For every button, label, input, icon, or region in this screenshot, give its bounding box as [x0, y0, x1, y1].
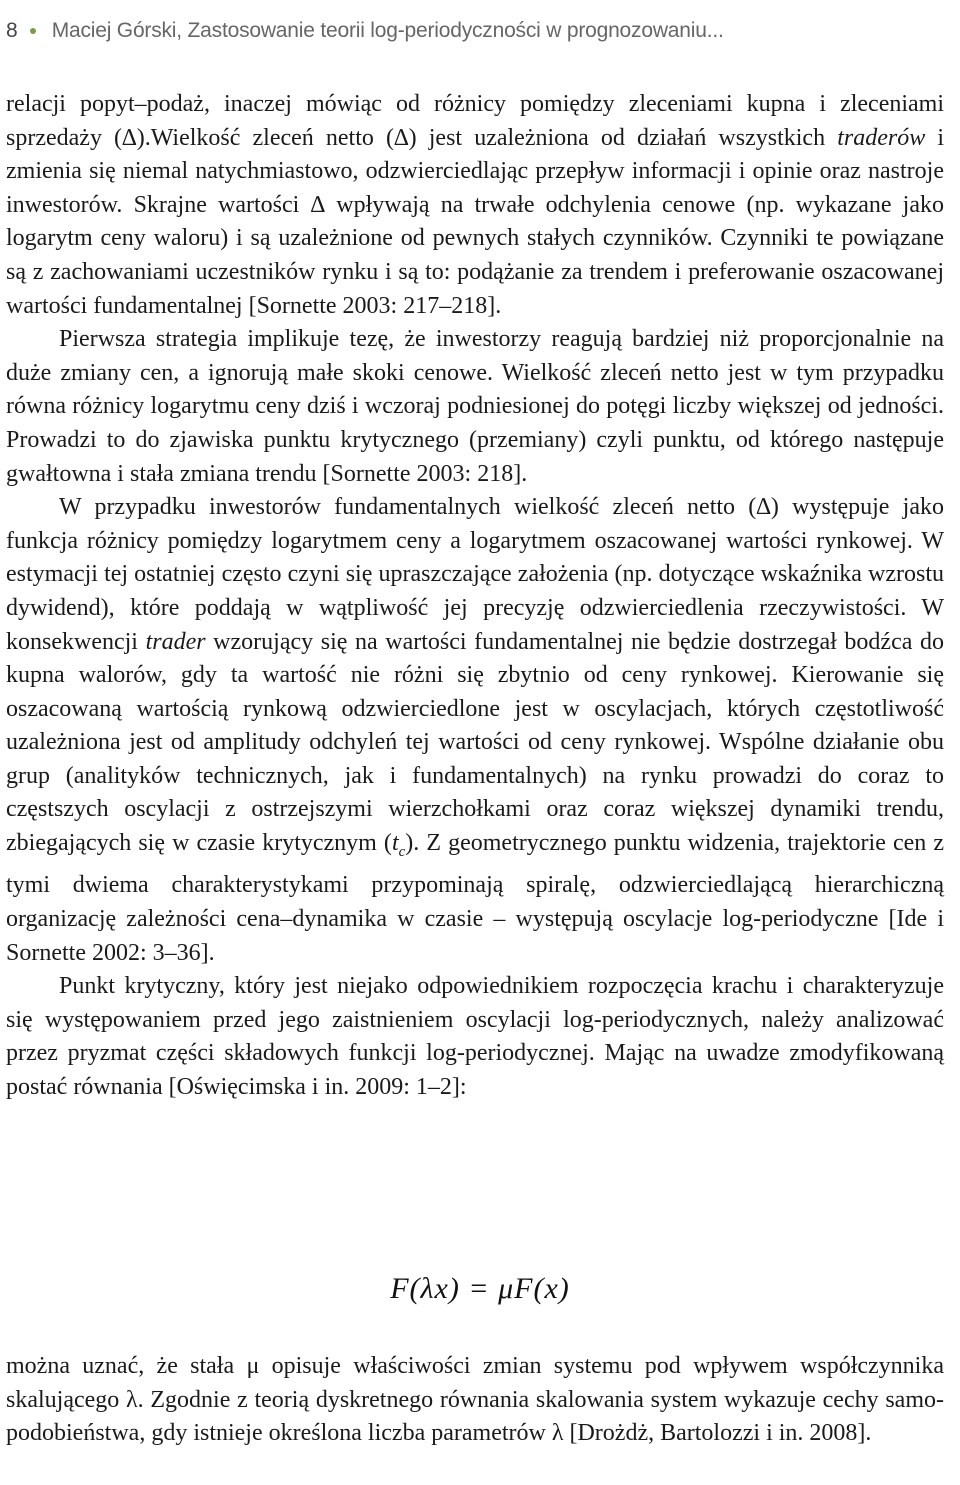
critical-time-subscript: c [398, 843, 406, 860]
header-bullet-icon [30, 28, 36, 34]
page-number: 8 [6, 19, 18, 42]
italic-term: trader [145, 628, 206, 655]
closing-part-4: [Drożdż, Bartolozzi i in. 2008]. [563, 1420, 872, 1447]
lambda-symbol: λ [551, 1420, 564, 1447]
running-header [6, 14, 724, 48]
running-title: Maciej Górski, Zastosowanie teorii log-periodyczności w prognozowaniu... [51, 19, 724, 42]
paragraph-3-text: W przypadku inwestorów fundamentalnych wielkość zleceń netto (∆) występuje jako funkcja różnicy pomiędzy logarytmem ceny a logarytmem oszacowanej wartości rynkowej. W estymacji tej ostatniej często czyni się upraszczające założenia (np. dotyczące wskaźnika wzrostu dywidend), które poddają w wątpliwość jej precyzję odzwierciedlenia rzeczywistości. W konsekwencji [6, 494, 944, 655]
paragraph-2: Pierwsza strategia implikuje tezę, że inwestorzy reagują bardziej niż proporcjonalnie na duże zmiany cen, a ignorują małe skoki cenowe. Wielkość zleceń netto jest w tym przypadku równa różnicy logarytmu ceny dziś i wczoraj podniesionej do potęgi liczby większej od jedności. Prowadzi to do zjawiska punktu krytycznego (przemiany) czyli punktu, od którego następuje gwałtowna i stała zmiana trendu [Sornette 2003: 218]. [6, 326, 944, 487]
paragraph-1-text: relacji popyt–podaż, inaczej mówiąc od różnicy pomiędzy zleceniami kupna i zleceniami sprzedaży (∆).Wielkość zleceń netto (∆) jest uzależniona od działań wszystkich [6, 91, 944, 151]
critical-time-symbol: t [391, 830, 399, 857]
scaling-equation: F(λx) = μF(x) [390, 1272, 570, 1305]
closing-text [6, 1350, 944, 1451]
italic-term: traderów [837, 124, 926, 151]
mu-symbol: μ [246, 1353, 260, 1379]
paragraph-1 [6, 88, 944, 323]
closing-part-1: można uznać, że stała [6, 1353, 247, 1379]
paragraph-4: Punkt krytyczny, który jest niejako odpowiednikiem rozpoczęcia krachu i charakteryzuje się występowaniem przed jego zaistnieniem oscylacji log-periodycznych, należy analizować przez pryzmat części składowych funkcji log-periodycznej. Mając na uwadze zmodyfikowaną postać równania [Oświęcimska i in. 2009: 1–2]: [6, 973, 944, 1101]
body-text [6, 88, 944, 1105]
lambda-symbol: λ [126, 1386, 138, 1413]
paragraph-5 [6, 1350, 944, 1451]
paragraph-3-rest2: ). Z geometrycznego punktu widzenia, trajektorie cen z tymi dwiema charakterystykami przypominają spiralę, odzwierciedlającą hierarchiczną organizację zależności cena–dynamika w czasie – występują oscylacje log-periodyczne [Ide i Sornette 2002: 3–36]. [6, 830, 945, 966]
closing-part-2: opisuje właściwości zmian systemu pod wpływem współczynnika skalującego [6, 1353, 944, 1413]
closing-part-3: . Zgodnie z teorią dyskretnego równania skalowania system wykazuje cechy samo-podobieństwa, gdy istnieje określona liczba parametrów [6, 1386, 944, 1447]
paragraph-1-rest: i zmienia się niemal natychmiastowo, odzwierciedlając przepływ informacji i opinie oraz nastroje inwestorów. Skrajne wartości ∆ wpływają na trwałe odchylenia cenowe (np. wykazane jako logarytm ceny waloru) i są uzależnione od pewnych stałych czynników. Czynniki te powiązane są z zachowaniami uczestników rynku i są to: podążanie za trendem i preferowanie oszacowanej wartości fundamentalnej [Sornette 2003: 217–218]. [6, 124, 944, 319]
paragraph-3-rest: wzorujący się na wartości fundamentalnej nie będzie dostrzegał bodźca do kupna walorów, gdy ta wartość nie różni się zbytnio od ceny rynkowej. Kierowanie się oszacowaną wartością rynkową odzwierciedlone jest w oscylacjach, których częstotliwość uzależniona jest od amplitudy odchyleń tej wartości od ceny rynkowej. Wspólne działanie obu grup (analityków technicznych, jak i fundamentalnych) na rynku prowadzi do coraz to częstszych oscylacji z ostrzejszymi wierzchołkami oraz coraz większej dynamiki trendu, zbiegających się w czasie krytycznym ( [6, 628, 944, 857]
paragraph-3 [6, 491, 944, 970]
